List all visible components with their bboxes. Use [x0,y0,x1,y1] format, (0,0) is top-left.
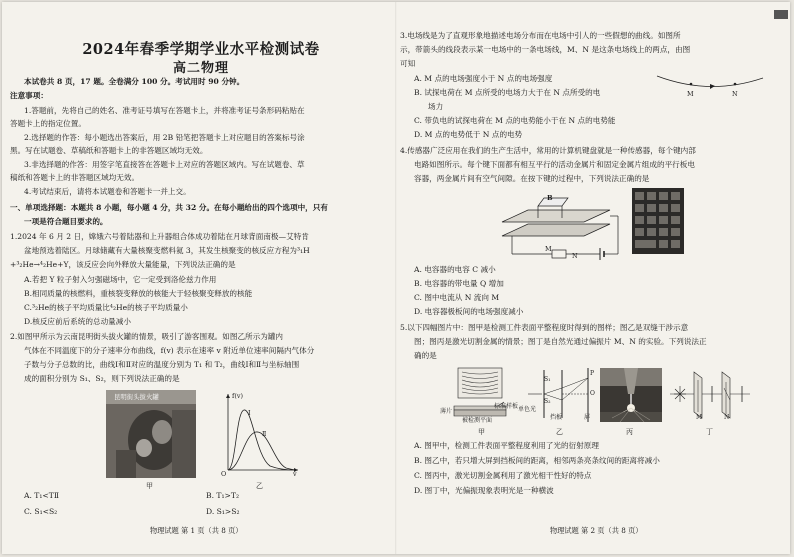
left-page [10,2,392,554]
q5-label-baffle: 挡板 [550,414,563,421]
notice-line: 3.非选择题的作答：用签字笔直接答在答题卡上对应的答题区域内。写在试题卷、草 [24,160,305,169]
q3-field-line [655,70,765,100]
q5-label-polarizer-m: M [696,414,703,421]
q4-stem: 4.传感器广泛应用在我们的生产生活中，常用的计算机键盘就是一种传感器，每个键内部 [400,146,696,155]
q5-stem: 图；图丙是激光切割金属的情景；图丁是自然光通过偏振片 M、N 的实验。下列说法正 [414,337,707,346]
q2-label-jia: 甲 [146,482,153,490]
page-footer: 物理试题 第 2 页（共 8 页） [550,526,643,535]
exam-info: 本试卷共 8 页，17 题。全卷满分 100 分。考试用时 90 分钟。 [24,77,245,86]
q1-stem: 盆地预选着陆区。月球储藏有大量核聚变燃料氦 3，其发生核聚变的核反应方程为³₁H [24,246,310,255]
q3-stem: 可知 [400,59,416,68]
q3-label-n: N [732,90,738,98]
q3-stem: 3.电场线是为了直观形象地描述电场分布而在电场中引人的一些假想的曲线。如图所 [400,31,681,40]
q2-stem: 子数与分子总数的比，曲线Ⅰ和Ⅱ对应的温度分别为 T₁ 和 T₂，曲线Ⅰ和Ⅱ与坐标轴围 [24,360,300,369]
q5-label-light: 单色光 [518,406,537,413]
q5-label-ding: 丁 [706,428,713,436]
q5-label-bing: 丙 [626,428,633,436]
q2-stem: 2.如图甲所示为云南昆明街头拔火罐的情景，吸引了游客围观。如图乙所示为罐内 [10,332,284,341]
section-heading: 一、单项选择题：本题共 8 小题，每小题 4 分，共 32 分。在每小题给出的四个选项中，只有 [10,203,328,212]
q1-option-d: D.核反应前后系统的总动量减小 [24,317,131,326]
q5-label-polarizer-n: N [724,414,730,421]
q5-label-thin-sheet: 薄片 [440,408,453,415]
q2-option-a: A. T₁<TⅡ [24,491,60,500]
notice-line: 答题卡上的指定位置。 [10,119,86,128]
notice-line: 1.答题前，先将自己的姓名、准考证号填写在答题卡上，并将准考证号条形码粘贴在 [24,106,305,115]
q4-option-d: D. 电容器极板间的电场强度减小 [414,307,524,316]
q3-option-b: B. 试探电荷在 M 点所受的电场力大于在 N 点所受的电 [414,88,601,97]
q5-option-a: A. 图甲中，检测工件表面平整程度利用了光的衍射原理 [414,441,599,450]
exam-title: 2024年春季学期学业水平检测试卷 [82,41,320,58]
q2-graph [222,390,300,480]
q5-label-screen: 屏 [584,414,591,421]
q1-stem: 1.2024 年 6 月 2 日，嫦娥六号着陆器和上升器组合体成功着陆在月球背面南极—艾特肯 [10,232,309,241]
q2-label-yi: 乙 [256,482,263,490]
q3-option-c: C. 带负电的试探电荷在 M 点的电势能小于在 N 点的电势能 [414,116,616,125]
page-footer: 物理试题 第 1 页（共 8 页） [150,526,243,535]
q5-label-s2: S₂ [544,398,551,405]
q1-option-c: C.³₂He的核子平均质量比⁴₂He的核子平均质量小 [24,303,188,312]
q5-label-yi: 乙 [556,428,563,436]
q2-photo-caption: 昆明街头拔火罐 [114,393,159,401]
notice-heading: 注意事项： [10,91,48,100]
q5-stem: 确的是 [414,351,437,360]
q2-option-b: B. T₁>T₂ [206,491,239,500]
q4-stem: 容器，两金属片间有空气间隙。在按下键的过程中，下列说法正确的是 [414,174,650,183]
q5-fig-bing-photo [600,368,662,422]
q2-option-c: C. S₁<S₂ [24,507,58,516]
q5-stem: 5.以下四幅图片中：图甲是检测工件表面平整程度时得到的图样；图乙是双缝干涉示意 [400,323,689,332]
q3-option-d: D. M 点的电势低于 N 点的电势 [414,130,523,139]
q5-label-standard-plate: 标准样板 [494,403,519,410]
q5-fig-ding [668,368,752,422]
notice-line: 黑。写在试题卷、草稿纸和答题卡上的非答题区域均无效。 [10,146,208,155]
q4-option-b: B. 电容器的带电量 Q 增加 [414,279,504,288]
q5-option-d: D. 图丁中，光偏振现象表明光是一种横波 [414,486,554,495]
page-fold [395,2,397,554]
q4-key-label: B [547,194,553,202]
q2-curve-1: Ⅰ [248,409,251,417]
q2-option-d: D. S₁>S₂ [206,507,240,516]
q3-label-m: M [687,90,694,98]
q5-option-c: C. 图丙中，激光切割金属利用了激光相干性好的特点 [414,471,592,480]
section-heading: 一项是符合题目要求的。 [24,217,108,226]
notice-line: 4.考试结束后，请将本试题卷和答题卡一并上交。 [24,187,191,196]
q5-label-jia: 甲 [478,428,485,436]
q5-label-test-plane: 被检测平面 [462,417,493,424]
q2-graph-xlabel: v [293,470,297,478]
q3-option-b-cont: 场力 [428,102,444,111]
notice-line: 2.选择题的作答：每小题选出答案后，用 2B 铅笔把答题卡上对应题目的答案标号涂 [24,133,305,142]
q2-stem: 成的面积分别为 S₁、S₂，则下列说法正确的是 [24,374,180,383]
q4-option-a: A. 电容器的电容 C 减小 [414,265,496,274]
q5-option-b: B. 图乙中，若只增大屏到挡板间的距离，相邻两条亮条纹间的距离将减小 [414,456,660,465]
exam-sheet [2,2,790,554]
q1-option-a: A.若把 Y 粒子射入匀强磁场中，它一定受到洛伦兹力作用 [24,275,217,284]
q5-label-p: P [590,370,595,377]
q5-label-s1: S₁ [544,376,551,383]
q2-stem: 气体在不同温度下的分子速率分布曲线，f(v) 表示在速率 v 附近单位速率间隔内气体分 [24,346,315,355]
q2-graph-origin: O [221,470,227,478]
q2-curve-2: Ⅱ [262,430,267,438]
q4-keyboard-photo [632,188,684,254]
q4-label-m: M [545,245,552,253]
q4-stem: 电路如图所示。每个键下面都有相互平行的活动金属片和固定金属片组成的平行板电 [414,160,695,169]
right-page [400,2,784,554]
notice-line: 稿纸和答题卡上的非答题区域均无效。 [10,173,140,182]
q3-stem: 示，带箭头的线段表示某一电场中的一条电场线，M、N 是这条电场线上的两点，由图 [400,45,691,54]
q3-option-a: A. M 点的电场强度小于 N 点的电场强度 [414,74,553,83]
q4-label-n: N [572,252,578,260]
q1-option-b: B.相同质量的核燃料，重核裂变释放的核能大于轻核聚变释放的核能 [24,289,253,298]
q2-graph-ylabel: f(v) [232,392,243,400]
exam-subtitle: 高二物理 [172,61,229,76]
q1-stem: +³₂He→⁴₂He+Y，该反应会向外释放大量能量，下列说法正确的是 [10,260,236,269]
q5-label-o: O [590,390,595,397]
q4-key-diagram [492,188,622,260]
q4-option-c: C. 图中电流从 N 流向 M [414,293,500,302]
